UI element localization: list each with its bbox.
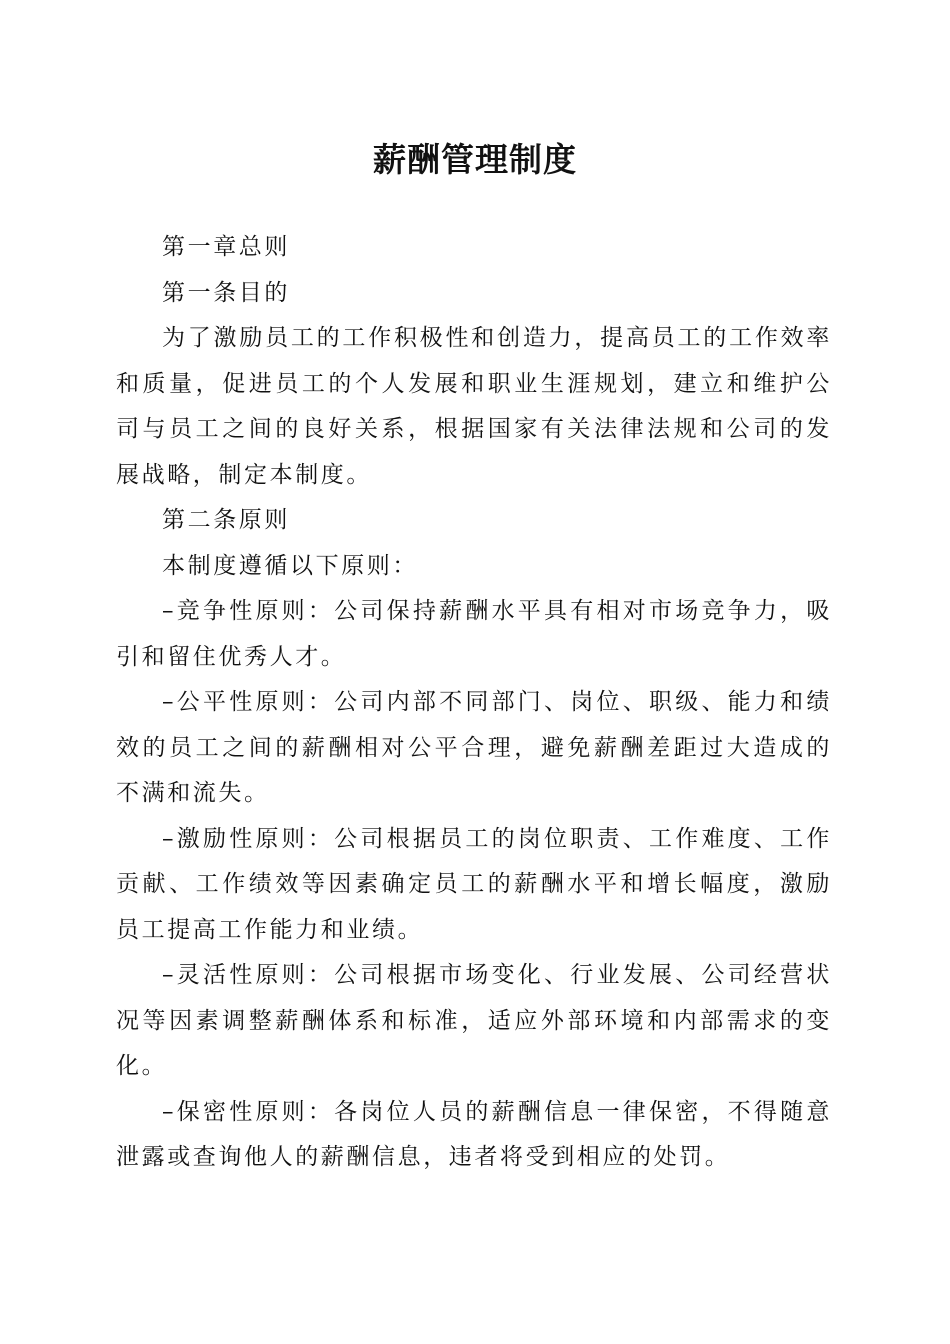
principle-flexibility: –灵活性原则：公司根据市场变化、行业发展、公司经营状况等因素调整薪酬体系和标准，适应外部环境和内部需求的变化。	[116, 962, 832, 1079]
article-heading-purpose: 第一条目的	[162, 279, 290, 306]
purpose-paragraph: 为了激励员工的工作积极性和创造力，提高员工的工作效率和质量，促进员工的个人发展和职业生涯规划，建立和维护公司与员工之间的良好关系，根据国家有关法律法规和公司的发展战略，制定本制度。	[116, 325, 832, 488]
principle-incentive: –激励性原则：公司根据员工的岗位职责、工作难度、工作贡献、工作绩效等因素确定员工的薪酬水平和增长幅度，激励员工提高工作能力和业绩。	[116, 825, 832, 943]
chapter-heading: 第一章总则	[162, 234, 290, 260]
document-title: 薪酬管理制度	[373, 140, 577, 179]
principle-fairness: –公平性原则：公司内部不同部门、岗位、职级、能力和绩效的员工之间的薪酬相对公平合理，避免薪酬差距过大造成的不满和流失。	[116, 689, 832, 806]
document-body	[116, 225, 832, 1181]
principles-intro: 本制度遵循以下原则：	[162, 552, 418, 579]
article-heading-principles: 第二条原则	[162, 507, 290, 533]
principle-confidentiality: –保密性原则：各岗位人员的薪酬信息一律保密，不得随意泄露或查询他人的薪酬信息，违者将受到相应的处罚。	[116, 1098, 832, 1170]
principle-competitiveness: –竞争性原则：公司保持薪酬水平具有相对市场竞争力，吸引和留住优秀人才。	[116, 598, 832, 670]
